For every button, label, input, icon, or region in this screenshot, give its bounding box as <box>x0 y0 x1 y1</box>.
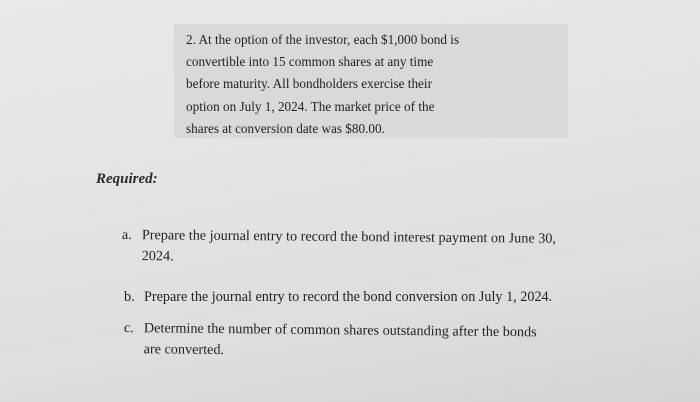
requirement-c <box>124 318 537 364</box>
condition-text-box <box>174 24 568 138</box>
condition-line: convertible into 15 common shares at any time <box>186 54 434 70</box>
requirement-b <box>124 287 552 308</box>
condition-line: option on July 1, 2024. The market price of the <box>186 98 435 114</box>
requirement-letter: c. <box>123 319 134 337</box>
condition-line: shares at conversion date was $80.00. <box>186 120 385 136</box>
requirement-text-continued: are converted. <box>143 341 225 359</box>
requirement-text: Determine the number of common shares outstanding after the bonds <box>143 320 537 341</box>
required-heading: Required: <box>96 171 158 187</box>
condition-line: 2. At the option of the investor, each $1,000 bond is <box>186 32 460 47</box>
requirement-text: Prepare the journal entry to record the bond conversion on July 1, 2024. <box>144 289 553 305</box>
condition-line: before maturity. All bondholders exercise their <box>186 76 432 92</box>
requirement-text-continued: 2024. <box>141 248 174 265</box>
requirement-letter: b. <box>124 289 135 305</box>
requirement-text: Prepare the journal entry to record the bond interest payment on June 30, <box>141 227 557 247</box>
requirement-letter: a. <box>121 226 132 244</box>
requirement-a <box>122 225 556 271</box>
